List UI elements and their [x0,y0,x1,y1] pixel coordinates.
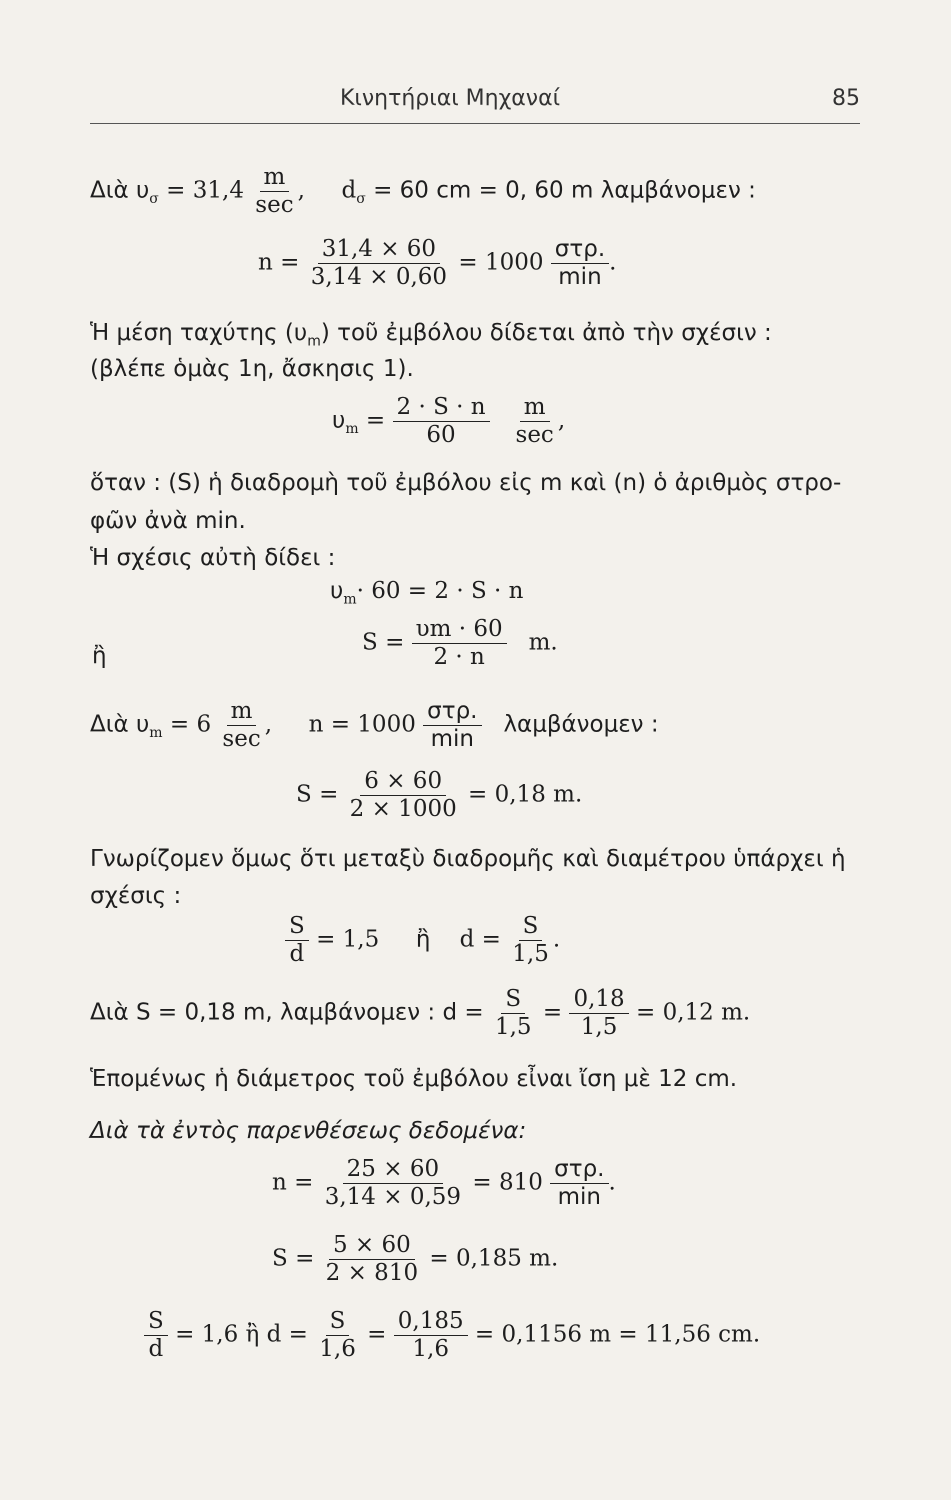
text-segment: Διὰ υ [90,177,150,204]
paragraph-line-7: φῶν ἀνὰ min. [90,508,246,534]
text-segment: = 1,5 [316,926,380,953]
equation-line-15 [285,915,560,966]
fraction-denominator: d [289,941,305,967]
fraction-numerator: 5 × 60 [329,1234,415,1260]
fraction [218,700,264,751]
fraction-numerator: S [144,1310,168,1336]
fraction [251,166,297,217]
subscript: σ [356,191,366,208]
subscript: m [149,725,163,742]
text-segment: = 0,185 m. [429,1245,559,1272]
fraction-denominator: 2 × 810 [325,1260,419,1286]
fraction-denominator: min [558,264,602,290]
text-segment: = 810 [472,1169,543,1196]
text-segment: S = [296,781,339,808]
text-segment: n = 1000 [308,711,416,738]
subscript: m [343,591,357,608]
equation-line-11 [90,700,659,751]
text-segment: d [341,177,357,204]
fraction [346,770,461,821]
fraction-denominator: sec [255,192,294,218]
text-segment: . [552,926,561,953]
fraction-denominator: 1,6 [319,1336,356,1362]
text-segment: λαμβάνομεν : [503,711,659,738]
fraction-numerator: στρ. [551,238,609,264]
fraction-denominator: sec [515,422,554,448]
text-segment: = 1000 [458,249,544,276]
fraction [551,238,609,289]
text-segment: Διὰ υ [90,711,150,738]
paragraph-line-3 [90,320,772,350]
text-segment: = [365,407,386,434]
text-segment: , [297,177,305,204]
fraction [394,1310,468,1361]
paragraph-line-4: (βλέπε ὁμὰς 1η, ἄσκησις 1). [90,356,414,382]
fraction-numerator: 0,18 [569,988,628,1014]
text-segment: , [557,407,566,434]
fraction-denominator: 1,5 [512,941,549,967]
text-segment: = [367,1321,387,1348]
fraction [412,618,507,669]
text-segment: . [608,1169,616,1196]
text-segment: Διὰ S = 0,18 m, λαμβάνομεν : d = [90,999,484,1026]
paragraph-line-14: σχέσις : [90,883,182,909]
fraction-numerator: στρ. [423,700,481,726]
fraction-denominator: d [148,1336,164,1362]
fraction-numerator: στρ. [550,1158,608,1184]
fraction-numerator: S [501,988,525,1014]
paragraph-line-8: Ἡ σχέσις αὐτὴ δίδει : [90,545,336,571]
text-segment: S = [362,629,405,656]
fraction [321,1158,465,1209]
fraction-denominator: 3,14 × 0,59 [324,1184,462,1210]
fraction-denominator: 2 × 1000 [349,796,457,822]
fraction-numerator: 6 × 60 [360,770,446,796]
subscript: m [307,333,321,350]
text-segment: = 0,12 m. [636,999,751,1026]
fraction-numerator: S [326,1310,350,1336]
fraction [315,1310,360,1361]
text-segment: = 6 [169,711,212,738]
fraction-denominator: 1,5 [580,1014,618,1040]
fraction-denominator: sec [222,726,261,752]
fraction-numerator: S [285,915,309,941]
equation-line-5 [332,396,565,447]
equation-line-20 [272,1234,558,1285]
equation-line-10 [362,618,558,669]
text-segment: ) τοῦ ἐμβόλου δίδεται ἀπὸ τὴν σχέσιν : [320,320,772,346]
section-caption: Διὰ τὰ ἐντὸς παρενθέσεως δεδομένα: [90,1118,527,1144]
text-segment: d = [459,926,501,953]
paragraph-line-17: Ἑπομένως ἡ διάμετρος τοῦ ἐμβόλου εἶναι ἴση μὲ 12 cm. [90,1066,738,1092]
text-segment: m. [528,629,558,656]
fraction [550,1158,608,1209]
text-segment: = [542,999,563,1026]
equation-line-12 [296,770,582,821]
text-segment: n = [272,1169,314,1196]
fraction-numerator: υm · 60 [412,618,507,644]
fraction-numerator: 25 × 60 [343,1158,443,1184]
fraction-denominator: min [430,726,475,752]
fraction-numerator: m [260,166,290,192]
fraction [423,700,481,751]
paragraph-line-13: Γνωρίζομεν ὅμως ὅτι μεταξὺ διαδρομῆς καὶ διαμέτρου ὑπάρχει ἡ [90,846,846,872]
fraction [569,988,628,1039]
fraction [144,1310,168,1361]
text-segment: = 1,6 ἢ d = [175,1321,308,1348]
fraction [285,915,309,966]
text-segment: = 0,18 m. [468,781,583,808]
page-number: 85 [832,86,860,111]
fraction-denominator: 1,6 [412,1336,449,1362]
fraction [512,396,558,447]
text-segment: S = [272,1245,315,1272]
text-segment: , [264,711,273,738]
text-segment: . [609,249,617,276]
fraction-numerator: 2 · S · n [393,396,490,422]
text-segment: = 0,1156 m = 11,56 cm. [474,1321,761,1348]
header-rule [90,123,860,124]
fraction [508,915,553,966]
subscript: m [345,421,359,438]
fraction-numerator: m [520,396,550,422]
equation-line-19 [272,1158,616,1209]
running-header: Κινητήριαι Μηχαναί [340,86,561,111]
fraction [307,238,451,289]
text-segment: n = [258,249,300,276]
fraction-denominator: 3,14 × 0,60 [310,264,448,290]
text-segment: υ [330,578,344,604]
subscript: σ [149,191,159,208]
text-segment: · 60 = 2 · S · n [356,578,524,604]
fraction-denominator: 1,5 [494,1014,532,1040]
fraction-numerator: 0,185 [394,1310,468,1336]
equation-line-1 [90,166,756,217]
fraction-denominator: min [557,1184,602,1210]
equation-line-21 [144,1310,760,1361]
equation-line-16 [90,988,750,1039]
fraction [322,1234,422,1285]
fraction-numerator: 31,4 × 60 [318,238,440,264]
text-segment: = 31,4 [166,177,244,204]
text-segment: Ἡ μέση ταχύτης (υ [90,320,308,346]
fraction-numerator: m [227,700,257,726]
text-segment: ἢ [415,926,431,953]
equation-line-9 [330,580,523,607]
fraction-numerator: S [519,915,543,941]
fraction-denominator: 60 [426,422,456,448]
or-label: ἢ [92,643,107,669]
text-segment: = 60 cm = 0, 60 m λαμβάνομεν : [373,177,756,204]
text-segment: υ [332,407,346,434]
fraction [491,988,536,1039]
paragraph-line-6: ὅταν : (S) ἡ διαδρομὴ τοῦ ἐμβόλου εἰς m καὶ (n) ὁ ἀριθμὸς στρο- [90,470,842,496]
equation-line-2 [258,238,616,289]
fraction [393,396,490,447]
fraction-denominator: 2 · n [433,644,485,670]
